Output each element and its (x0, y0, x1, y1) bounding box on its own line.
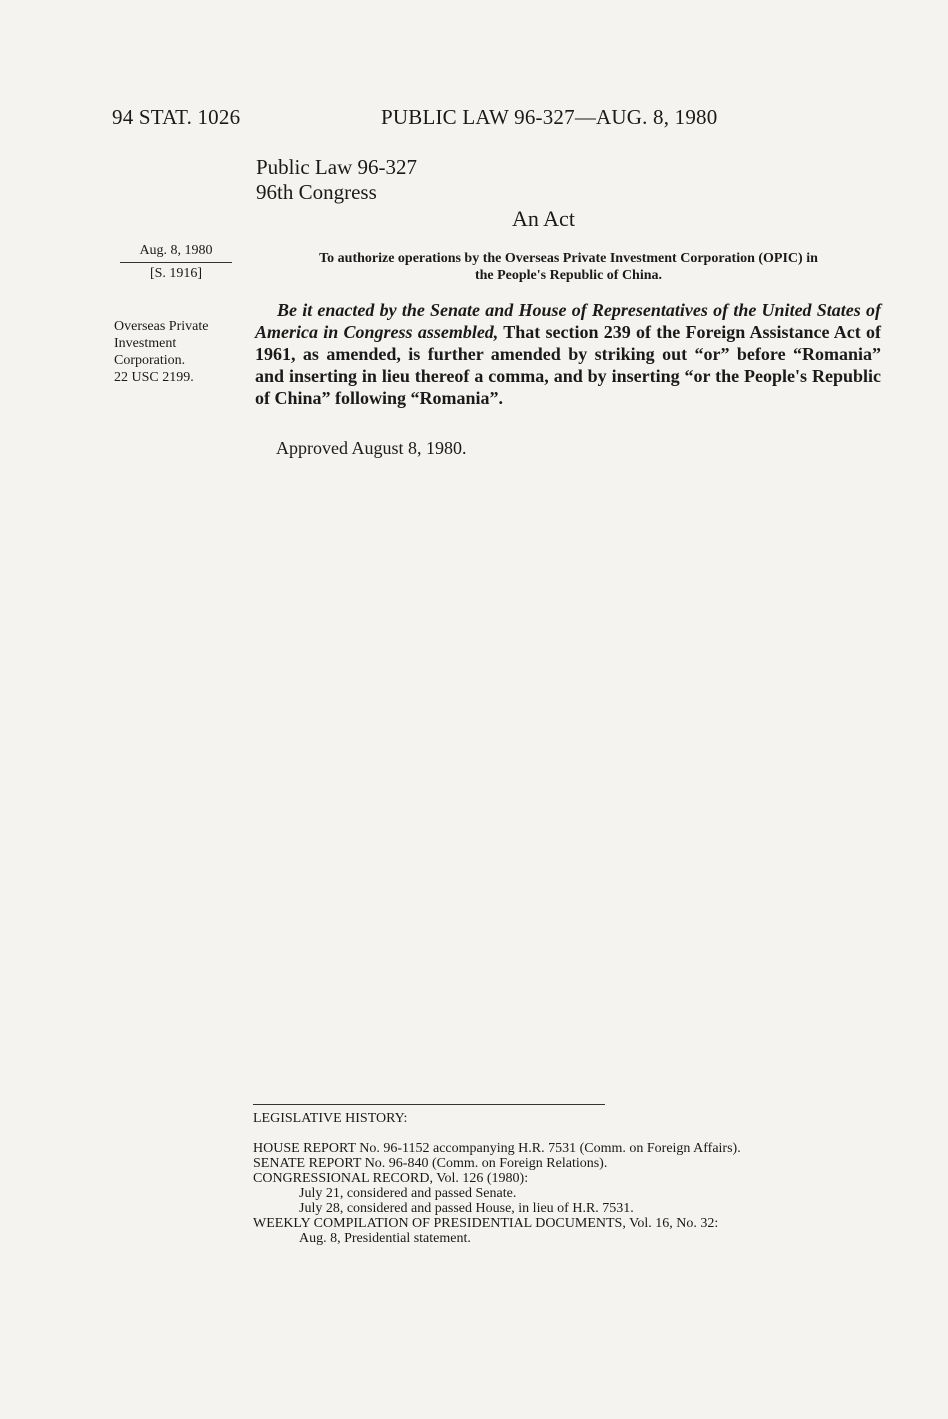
history-line: WEEKLY COMPILATION OF PRESIDENTIAL DOCUMENTS, Vol. 16, No. 32: (253, 1216, 719, 1231)
history-line: SENATE REPORT No. 96-840 (Comm. on Foreign Relations). (253, 1156, 608, 1171)
history-line: Aug. 8, Presidential statement. (299, 1231, 471, 1246)
legislative-history (253, 1141, 893, 1246)
history-line: July 28, considered and passed House, in lieu of H.R. 7531. (299, 1201, 634, 1216)
purpose-statement (256, 250, 881, 284)
margin-note (114, 318, 244, 386)
footnote-divider (253, 1104, 605, 1105)
title-block (256, 155, 417, 205)
margin-note-line: 22 USC 2199. (114, 370, 194, 385)
act-body (255, 299, 881, 409)
purpose-line: To authorize operations by the Overseas Private Investment Corporation (OPIC) in (319, 251, 818, 266)
history-line: HOUSE REPORT No. 96-1152 accompanying H.R. 7531 (Comm. on Foreign Affairs). (253, 1141, 741, 1156)
law-number: Public Law 96-327 (256, 155, 417, 179)
margin-note-line: Corporation. (114, 353, 186, 368)
act-text: That section 239 of the Foreign Assistance Act of 1961, as amended, is further amended by striking out “or” before “Romania” and inserting in lieu thereof a comma, and by inserting “or the People's Republic of China” following “Romania”. (255, 322, 882, 408)
stat-reference: 94 STAT. 1026 (112, 105, 241, 129)
purpose-line: the People's Republic of China. (474, 268, 663, 283)
running-header: PUBLIC LAW 96-327—AUG. 8, 1980 (381, 105, 718, 129)
history-line: July 21, considered and passed Senate. (299, 1186, 517, 1201)
act-heading: An Act (512, 206, 575, 231)
enactment-date: Aug. 8, 1980 (139, 243, 213, 258)
enacting-clause: Be it enacted by the Senate and House of Representatives of the United States of America in Congress assembled, (255, 300, 881, 342)
history-line: CONGRESSIONAL RECORD, Vol. 126 (1980): (253, 1171, 529, 1186)
approval-date: Approved August 8, 1980. (276, 438, 467, 458)
date-block (116, 240, 236, 284)
congress-number: 96th Congress (256, 180, 377, 204)
bill-number: [S. 1916] (149, 266, 203, 281)
margin-note-line: Overseas Private (114, 319, 209, 334)
legislative-history-title: LEGISLATIVE HISTORY: (253, 1111, 408, 1126)
margin-note-line: Investment (114, 336, 177, 351)
